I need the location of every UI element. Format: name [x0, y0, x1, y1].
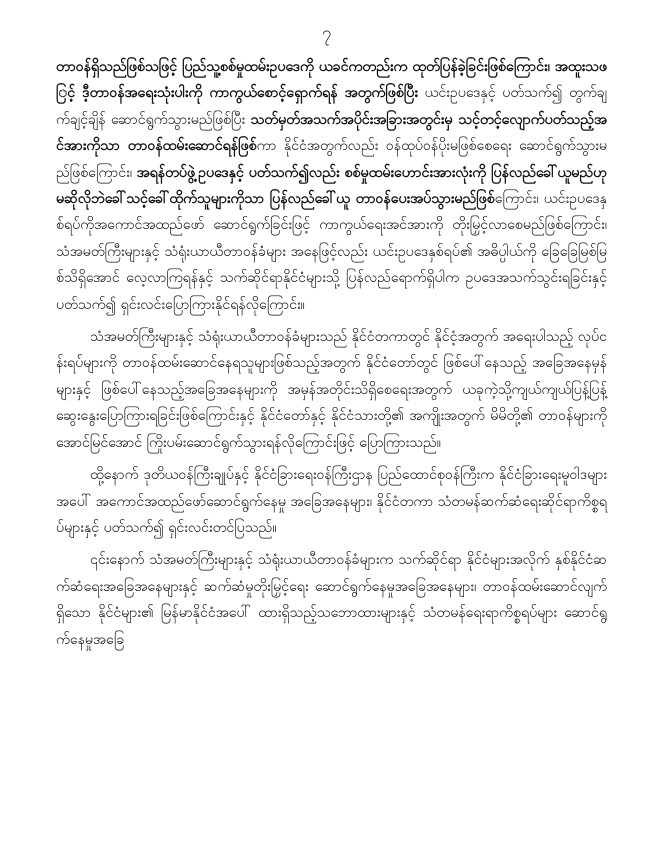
bold-run: သတ်မှတ်အသက်အပိုင်းအခြားအတွင်းမှ သင့်တင့်လျောက်ပတ်သည့်အင်အားကိုသာ တာဝန်ထမ်းဆောင်ရန်ဖြစ် — [56, 111, 607, 155]
page-number: ၇ — [321, 23, 332, 43]
paragraph-2 — [56, 324, 607, 456]
text-run: သံအမတ်ကြီးများနှင့် သံရုံးယာယီတာဝန်ခံများသည် နိုင်ငံတကာတွင် နိုင်ငံ့အတွက် အရေးပါသည့် လုပ်ငန်းရပ်များကို တာဝန်ထမ်းဆောင်နေရသူများဖြစ်သည့်အတွက် နိုင်ငံတော်တွင် ဖြစ်ပေါ်နေသည့် အခြေအနေမှန်များနှင့် ဖြစ်ပေါ်နေသည့်အခြေအနေများကို အမှန်အတိုင်းသိရှိစေရေးအတွက် ယခုကဲ့သို့ကျယ်ကျယ်ပြန့်ပြန့် ဆွေးနွေးပြောကြားရခြင်းဖြစ်ကြောင်းနှင့် နိုင်ငံတော်နှင့် နိုင်ငံသားတို့၏ အကျိုးအတွက် မိမိတို့၏ တာဝန်များကို အောင်မြင်အောင် ကြိုးပမ်းဆောင်ရွက်သွားရန်လိုကြောင်းဖြင့် ပြောကြားသည်။ — [56, 329, 607, 451]
paragraph-1 — [56, 54, 607, 318]
bold-run: အရန်တပ်ဖွဲ့ဥပဒေနှင့် ပတ်သက်၍လည်း စစ်မှုထမ်းဟောင်းအားလုံးကို ပြန်လည်ခေါ်ယူမည်ဟု မဆိုလိုဘဲခေါ်သင့်ခေါ်ထိုက်သူများကိုသာ ပြန်လည်ခေါ်ယူ တာဝန်ပေးအပ်သွားမည်ဖြစ် — [56, 164, 608, 208]
text-run: ယင်းဥပဒေနှင့် ပတ်သက်၍ တွက်ချက်ချင့်ချိန် ဆောင်ရွက်သွားမည်ဖြစ်ပြီး — [56, 85, 607, 128]
text-run: ၎င်းနောက် သံအမတ်ကြီးများနှင့် သံရုံးယာယီတာဝန်ခံများက သက်ဆိုင်ရာ နိုင်ငံများအလိုက် နှစ်နိုင်ငံဆက်ဆံရေးအခြေအနေများနှင့် ဆက်ဆံမှုတိုးမြှင့်ရေး ဆောင်ရွက်နေမှုအခြေအနေများ၊ တာဝန်ထမ်းဆောင်လျက်ရှိသော နိုင်ငံများ၏ မြန်မာနိုင်ငံအပေါ် ထားရှိသည့်သဘောထားများနှင့် သံတမန်ရေးရာကိစ္စရပ်များ ဆောင်ရွက်နေမှုအခြေ — [56, 552, 607, 648]
paragraph-4 — [56, 547, 607, 653]
text-run: ထို့နောက် ဒုတိယဝန်ကြီးချုပ်နှင့် နိုင်ငံခြားရေးဝန်ကြီးဌာန ပြည်ထောင်စုဝန်ကြီးက နိုင်ငံခြားရေးမူဝါဒများအပေါ် အကောင်အထည်ဖော်ဆောင်ရွက်နေမှု အခြေအနေများ၊ နိုင်ငံတကာ သံတမန်ဆက်ဆံရေးဆိုင်ရာကိစ္စရပ်များနှင့် ပတ်သက်၍ ရှင်းလင်းတင်ပြသည်။ — [56, 467, 607, 536]
paragraph-3 — [56, 462, 607, 541]
text-run: ကာ နိုင်ငံအတွက်လည်း ဝန်ထုပ်ဝန်ပိုးမဖြစ်စေရေး ဆောင်ရွက်သွားမည်ဖြစ်ကြောင်း၊ — [56, 138, 607, 181]
bold-run: တာဝန်ရှိသည်ဖြစ်သဖြင့် ပြည်သူ့စစ်မှုထမ်းဥပဒေကို ယခင်ကတည်းက ထုတ်ပြန်ခဲ့ခြင်းဖြစ်ကြောင်း၊ အထူးသဖြင့် ဒီ့တာဝန်အရေးသုံးပါးကို ကာကွယ်စောင့်ရှောက်ရန် အတွက်ဖြစ်ပြီး — [56, 59, 607, 102]
document-body — [56, 54, 607, 659]
text-run: ကြောင်း၊ ယင်းဥပဒေနှစ်ရပ်ကိုအကောင်အထည်ဖော် ဆောင်ရွက်ခြင်းဖြင့် ကာကွယ်ရေးအင်အားကို တိုးမြှင့်လာစေမည်ဖြစ်ကြောင်း၊ သံအမတ်ကြီးများနှင့် သံရုံးယာယီတာဝန်ခံများ အနေဖြင့်လည်း ယင်းဥပဒေနှစ်ရပ်၏ အဓိပ္ပါယ်ကို ခြေခြေမြစ်မြစ်သိရှိအောင် လေ့လာကြရန်နှင့် သက်ဆိုင်ရာနိုင်ငံများသို့ ပြန်လည်ရောက်ရှိပါက ဥပဒေအသက်သွင်းရခြင်းနှင့်ပတ်သက်၍ ရှင်းလင်းပြောကြားနိုင်ရန်လိုကြောင်း။ — [56, 191, 607, 313]
